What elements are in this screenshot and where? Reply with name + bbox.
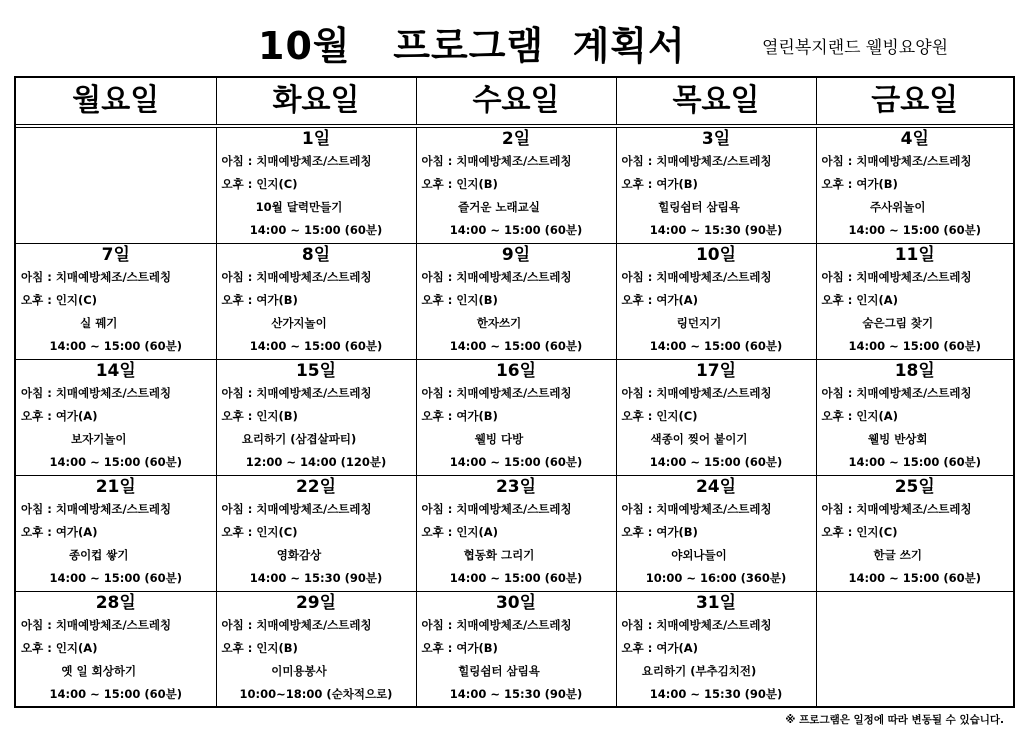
week-row <box>16 360 1013 476</box>
day-cell <box>616 244 816 360</box>
day-number: 23일 <box>495 477 537 497</box>
activity-time: 14:00 ~ 15:00 (60분) <box>449 455 583 469</box>
activity-time: 14:00 ~ 15:00 (60분) <box>49 339 182 353</box>
morning-program: 아침 : 치매예방체조/스트레칭 <box>821 154 972 168</box>
afternoon-program: 오후 : 여가(A) <box>621 293 698 307</box>
afternoon-program: 오후 : 여가(B) <box>621 177 698 191</box>
day-number: 8일 <box>301 245 331 265</box>
morning-program: 아침 : 치매예방체조/스트레칭 <box>221 618 372 632</box>
day-cell <box>816 126 1013 244</box>
morning-program: 아침 : 치매예방체조/스트레칭 <box>421 618 572 632</box>
footnote: ※ 프로그램은 일정에 따라 변동될 수 있습니다. <box>785 714 1004 726</box>
activity-time: 14:00 ~ 15:30 (90분) <box>249 571 383 585</box>
afternoon-program: 오후 : 여가(B) <box>821 177 898 191</box>
activity-name: 즐거운 노래교실 <box>458 200 540 214</box>
day-number: 30일 <box>495 593 537 613</box>
page-title: 10월 프로그램 계획서 <box>258 24 686 68</box>
day-number: 1일 <box>301 129 331 149</box>
day-cell <box>216 592 416 708</box>
morning-program: 아침 : 치매예방체조/스트레칭 <box>21 270 172 284</box>
activity-name: 숨은그림 찾기 <box>862 316 934 330</box>
day-cell <box>416 244 616 360</box>
activity-time: 14:00 ~ 15:00 (60분) <box>649 339 783 353</box>
activity-name: 색종이 찢어 붙이기 <box>650 432 748 446</box>
afternoon-program: 오후 : 인지(B) <box>421 293 498 307</box>
activity-name: 힐링쉼터 삼림욕 <box>658 200 740 214</box>
activity-time: 14:00 ~ 15:30 (90분) <box>649 223 783 237</box>
day-cell <box>416 360 616 476</box>
morning-program: 아침 : 치매예방체조/스트레칭 <box>221 386 372 400</box>
activity-name: 한글 쓰기 <box>873 548 922 562</box>
weekday-header-fri: 금요일 <box>816 78 1013 126</box>
activity-time: 14:00 ~ 15:00 (60분) <box>848 223 981 237</box>
afternoon-program: 오후 : 인지(B) <box>221 641 298 655</box>
week-row <box>16 476 1013 592</box>
day-number: 7일 <box>101 245 130 265</box>
morning-program: 아침 : 치매예방체조/스트레칭 <box>421 270 572 284</box>
morning-program: 아침 : 치매예방체조/스트레칭 <box>221 270 372 284</box>
day-cell <box>816 476 1013 592</box>
afternoon-program: 오후 : 여가(A) <box>21 525 98 539</box>
calendar-table <box>16 78 1013 707</box>
afternoon-program: 오후 : 인지(A) <box>821 409 898 423</box>
activity-name: 웰빙 반상회 <box>867 432 928 446</box>
activity-name: 야외나들이 <box>671 548 727 562</box>
day-number: 21일 <box>95 477 136 497</box>
day-number: 31일 <box>695 593 737 613</box>
activity-name: 옛 일 회상하기 <box>61 664 137 678</box>
morning-program: 아침 : 치매예방체조/스트레칭 <box>421 502 572 516</box>
morning-program: 아침 : 치매예방체조/스트레칭 <box>621 618 772 632</box>
weekday-header-mon: 월요일 <box>16 78 216 126</box>
activity-time: 14:00 ~ 15:00 (60분) <box>449 223 583 237</box>
activity-name: 요리하기 (삼겹살파티) <box>241 432 357 446</box>
activity-time: 14:00 ~ 15:00 (60분) <box>49 455 182 469</box>
weekday-header-tue: 화요일 <box>216 78 416 126</box>
day-cell <box>616 126 816 244</box>
day-number: 25일 <box>894 477 935 497</box>
organization-name: 열린복지랜드 웰빙요양원 <box>762 38 949 58</box>
activity-time: 14:00 ~ 15:30 (90분) <box>649 687 783 701</box>
title-row <box>0 0 1024 76</box>
activity-name: 힐링쉼터 삼림욕 <box>458 664 540 678</box>
activity-name: 협동화 그리기 <box>463 548 535 562</box>
afternoon-program: 오후 : 여가(B) <box>421 641 498 655</box>
week-row <box>16 244 1013 360</box>
day-number: 18일 <box>894 361 935 381</box>
afternoon-program: 오후 : 인지(A) <box>421 525 498 539</box>
morning-program: 아침 : 치매예방체조/스트레칭 <box>221 502 372 516</box>
morning-program: 아침 : 치매예방체조/스트레칭 <box>421 154 572 168</box>
day-cell <box>416 592 616 708</box>
calendar-body <box>16 126 1013 707</box>
day-number: 3일 <box>701 129 731 149</box>
morning-program: 아침 : 치매예방체조/스트레칭 <box>621 154 772 168</box>
activity-time: 14:00 ~ 15:00 (60분) <box>49 687 182 701</box>
day-number: 17일 <box>695 361 737 381</box>
morning-program: 아침 : 치매예방체조/스트레칭 <box>821 502 972 516</box>
activity-time: 10:00~18:00 (순차적으로) <box>239 687 393 701</box>
day-number: 29일 <box>295 593 337 613</box>
day-number: 4일 <box>900 129 929 149</box>
activity-time: 12:00 ~ 14:00 (120분) <box>245 455 387 469</box>
day-cell <box>16 360 216 476</box>
day-cell <box>416 476 616 592</box>
activity-name: 링던지기 <box>676 316 722 330</box>
afternoon-program: 오후 : 인지(C) <box>221 525 298 539</box>
morning-program: 아침 : 치매예방체조/스트레칭 <box>621 270 772 284</box>
activity-name: 한자쓰기 <box>476 316 522 330</box>
activity-time: 14:00 ~ 15:30 (90분) <box>449 687 583 701</box>
day-cell <box>816 360 1013 476</box>
activity-name: 10월 달력만들기 <box>255 200 343 214</box>
day-number: 16일 <box>495 361 537 381</box>
day-cell <box>416 126 616 244</box>
day-cell <box>616 360 816 476</box>
activity-name: 요리하기 (부추김치전) <box>641 664 757 678</box>
afternoon-program: 오후 : 여가(A) <box>21 409 98 423</box>
calendar <box>14 76 1015 708</box>
activity-name: 영화감상 <box>276 548 322 562</box>
weekday-header-wed: 수요일 <box>416 78 616 126</box>
activity-time: 14:00 ~ 15:00 (60분) <box>848 455 981 469</box>
morning-program: 아침 : 치매예방체조/스트레칭 <box>21 502 172 516</box>
empty-day-cell <box>816 592 1013 708</box>
activity-time: 14:00 ~ 15:00 (60분) <box>848 339 981 353</box>
morning-program: 아침 : 치매예방체조/스트레칭 <box>21 386 172 400</box>
activity-time: 14:00 ~ 15:00 (60분) <box>249 223 383 237</box>
activity-name: 이미용봉사 <box>271 664 327 678</box>
day-number: 15일 <box>295 361 337 381</box>
morning-program: 아침 : 치매예방체조/스트레칭 <box>621 386 772 400</box>
afternoon-program: 오후 : 여가(A) <box>621 641 698 655</box>
morning-program: 아침 : 치매예방체조/스트레칭 <box>821 386 972 400</box>
weekday-header-thu: 목요일 <box>616 78 816 126</box>
activity-time: 14:00 ~ 15:00 (60분) <box>649 455 783 469</box>
morning-program: 아침 : 치매예방체조/스트레칭 <box>21 618 172 632</box>
day-cell <box>16 592 216 708</box>
day-cell <box>216 126 416 244</box>
afternoon-program: 오후 : 인지(A) <box>21 641 98 655</box>
day-number: 11일 <box>894 245 935 265</box>
activity-time: 14:00 ~ 15:00 (60분) <box>449 571 583 585</box>
activity-name: 실 꿰기 <box>80 316 118 330</box>
activity-time: 14:00 ~ 15:00 (60분) <box>449 339 583 353</box>
day-cell <box>216 360 416 476</box>
morning-program: 아침 : 치매예방체조/스트레칭 <box>621 502 772 516</box>
day-cell <box>216 476 416 592</box>
activity-name: 보자기놀이 <box>70 432 127 446</box>
day-number: 24일 <box>695 477 737 497</box>
activity-time: 14:00 ~ 15:00 (60분) <box>49 571 182 585</box>
day-number: 14일 <box>95 361 136 381</box>
day-number: 28일 <box>95 593 136 613</box>
afternoon-program: 오후 : 인지(C) <box>621 409 698 423</box>
activity-time: 14:00 ~ 15:00 (60분) <box>249 339 383 353</box>
activity-name: 웰빙 다방 <box>474 432 524 446</box>
day-cell <box>16 476 216 592</box>
activity-name: 종이컵 쌓기 <box>68 548 129 562</box>
week-row <box>16 126 1013 244</box>
day-cell <box>616 476 816 592</box>
day-number: 10일 <box>695 245 737 265</box>
day-number: 9일 <box>501 245 531 265</box>
morning-program: 아침 : 치매예방체조/스트레칭 <box>421 386 572 400</box>
afternoon-program: 오후 : 여가(B) <box>221 293 298 307</box>
afternoon-program: 오후 : 인지(A) <box>821 293 898 307</box>
day-cell <box>16 244 216 360</box>
week-row <box>16 592 1013 708</box>
activity-time: 14:00 ~ 15:00 (60분) <box>848 571 981 585</box>
morning-program: 아침 : 치매예방체조/스트레칭 <box>221 154 372 168</box>
afternoon-program: 오후 : 인지(C) <box>21 293 97 307</box>
afternoon-program: 오후 : 인지(B) <box>421 177 498 191</box>
day-number: 22일 <box>295 477 337 497</box>
day-cell <box>816 244 1013 360</box>
morning-program: 아침 : 치매예방체조/스트레칭 <box>821 270 972 284</box>
day-cell <box>616 592 816 708</box>
activity-name: 주사위놀이 <box>869 200 926 214</box>
day-number: 2일 <box>501 129 531 149</box>
afternoon-program: 오후 : 인지(B) <box>221 409 298 423</box>
activity-time: 10:00 ~ 16:00 (360분) <box>645 571 787 585</box>
afternoon-program: 오후 : 인지(C) <box>821 525 898 539</box>
afternoon-program: 오후 : 인지(C) <box>221 177 298 191</box>
day-cell <box>216 244 416 360</box>
weekday-header-row <box>16 78 1013 126</box>
afternoon-program: 오후 : 여가(B) <box>621 525 698 539</box>
afternoon-program: 오후 : 여가(B) <box>421 409 498 423</box>
activity-name: 산가지놀이 <box>271 316 327 330</box>
empty-day-cell <box>16 126 216 244</box>
